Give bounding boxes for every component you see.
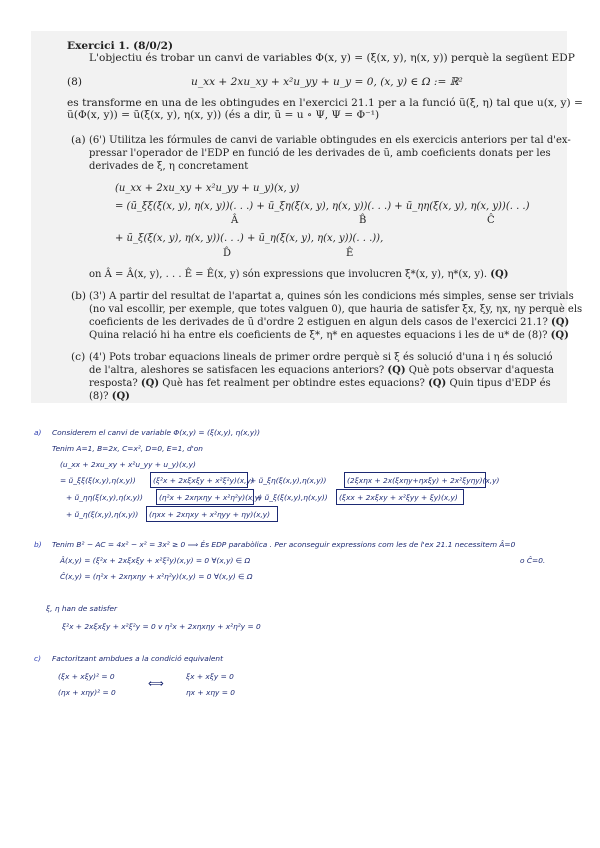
part-b-line-4 <box>89 329 569 342</box>
equivalence-arrow: ⟺ <box>148 677 164 690</box>
brace-label-c: Ĉ <box>487 215 495 226</box>
part-c-line-2 <box>89 364 554 377</box>
equation-number: (8) <box>67 76 83 88</box>
part-b-label: (b) <box>71 290 87 302</box>
answer-c-line: ξx + xξy = 0 <box>186 672 234 681</box>
answer-c-line: (ηx + xηy)² = 0 <box>58 688 116 697</box>
part-a-closing <box>89 268 508 281</box>
answer-b-label: b) <box>34 540 42 549</box>
answer-a-coef: (ξxx + 2xξxy + x²ξyy + ξy)(x,y) <box>339 493 458 502</box>
answer-c-line: Factoritzant ambdues a la condició equivalent <box>52 654 224 663</box>
brace-label-e: Ê <box>346 248 354 259</box>
transform-line-2: ũ(Φ(x, y)) = ũ(ξ(x, y), η(x, y)) (és a dir, ũ = u ∘ Ψ, Ψ = Φ⁻¹) <box>67 109 380 121</box>
part-c-line-4 <box>89 390 130 403</box>
part-c-text: de l'altra, aleshores se satisfacen les equacions anteriors? <box>89 365 385 376</box>
part-a-line: derivades de ξ, η concretament <box>89 161 249 172</box>
brace-label-b: B̂ <box>359 215 367 226</box>
answer-a-term: + ũ_ηη(ξ(x,y),η(x,y)) <box>66 493 143 502</box>
main-equation: u_xx + 2xu_xy + x²u_yy + u_y = 0, (x, y) ∈ Ω := ℝ² <box>191 76 463 88</box>
part-c-text: Què pots observar d'aquesta <box>408 365 555 376</box>
question-marker: (Q) <box>111 391 130 402</box>
answer-b-line: Ĉ(x,y) = (η²x + 2xηxηy + x²η²y)(x,y) = 0 ∀(x,y) ∈ Ω <box>60 572 253 581</box>
formula-line-1: (u_xx + 2xu_xy + x²u_yy + u_y)(x, y) <box>115 183 300 194</box>
answer-a-term: + ũ_ξ(ξ(x,y),η(x,y)) <box>256 493 328 502</box>
answer-c-label: c) <box>34 654 41 663</box>
question-marker: (Q) <box>387 365 406 376</box>
answer-a-coef: (ξ²x + 2xξxξy + x²ξ²y)(x,y) <box>153 476 254 485</box>
part-c-line-3 <box>89 377 551 390</box>
part-a-line: pressar l'operador de l'EDP en funció de les derivades de ũ, amb coeficients donats per les <box>89 148 551 159</box>
part-c-label: (c) <box>71 351 86 363</box>
answer-b-line: Â(x,y) = (ξ²x + 2xξxξy + x²ξ²y)(x,y) = 0 ∀(x,y) ∈ Ω <box>60 556 251 565</box>
formula-line-2: = (ũ_ξξ(ξ(x, y), η(x, y))(. . .) + ũ_ξη(ξ(x, y), η(x, y))(. . .) + ũ_ηη(ξ(x, y), η(x, y))(. . .) <box>115 201 530 212</box>
part-a-line: (6') Utilitza les fórmules de canvi de variable obtingudes en els exercicis anteriors per tal d'ex- <box>89 135 571 146</box>
part-c-line: (4') Pots trobar equacions lineals de primer ordre perquè si ξ és solució d'una i η és solució <box>89 352 553 363</box>
question-marker: (Q) <box>490 269 509 280</box>
answer-a-term: + ũ_η(ξ(x,y),η(x,y)) <box>66 510 139 519</box>
answer-c-line: (ξx + xξy)² = 0 <box>58 672 115 681</box>
answer-b-line: ξ²x + 2xξxξy + x²ξ²y = 0 v η²x + 2xηxηy + x²η²y = 0 <box>62 622 261 631</box>
answer-a-coef: (ηxx + 2xηxy + x²ηyy + ηy)(x,y) <box>149 510 271 519</box>
transform-line-1: es transforme en una de les obtingudes en l'exercici 21.1 per a la funció ũ(ξ, η) tal que u(x, y) = <box>67 97 583 109</box>
answer-a-line: Tenim A=1, B=2x, C=x², D=0, E=1, d'on <box>52 444 203 453</box>
part-b-line-3-text: coeficients de les derivades de ũ d'ordre 2 estiguen en algun dels casos de l'exercici 21.1? <box>89 317 548 328</box>
question-marker: (Q) <box>551 317 570 328</box>
part-b-line-4-text: Quina relació hi ha entre els coeficients de ξ*, η* en aquestes equacions i les de u* de (8)? <box>89 330 548 341</box>
answer-a-term: + ũ_ξη(ξ(x,y),η(x,y)) <box>250 476 327 485</box>
brace-label-d: D̂ <box>223 248 232 259</box>
brace-label-a: Â <box>231 215 239 226</box>
part-c-text: Quin tipus d'EDP és <box>449 378 551 389</box>
answer-b-line: o Ĉ=0. <box>520 556 546 565</box>
question-marker: (Q) <box>550 330 569 341</box>
part-a-label: (a) <box>71 134 86 146</box>
exercise-title: Exercici 1. (8/0/2) <box>67 40 173 52</box>
part-c-text: (8)? <box>89 391 109 402</box>
part-b-line: (3') A partir del resultat de l'apartat a, quines són les condicions més simples, sense ser trivials <box>89 291 574 302</box>
answer-a-coef: (2ξxηx + 2x(ξxηy+ηxξy) + 2x²ξyηy)(x,y) <box>347 476 500 485</box>
question-marker: (Q) <box>428 378 447 389</box>
formula-line-3: + ũ_ξ(ξ(x, y), η(x, y))(. . .) + ũ_η(ξ(x, y), η(x, y))(. . .)), <box>115 233 384 244</box>
exercise-statement-panel <box>31 31 583 403</box>
answer-b-line: Tenim B² − AC = 4x² − x² = 3x² ≥ 0 ⟹ És EDP parabòlica . Per aconseguir expressions com les de l'ex 21.1 necessitem Â=0 <box>52 540 516 549</box>
answer-a-coef: (η²x + 2xηxηy + x²η²y)(x,y) <box>159 493 262 502</box>
answer-a-term: = ũ_ξξ(ξ(x,y),η(x,y)) <box>60 476 136 485</box>
part-a-closing-text: on Â = Â(x, y), . . . Ê = Ê(x, y) són expressions que involucren ξ*(x, y), η*(x, y). <box>89 269 488 280</box>
part-c-text: resposta? <box>89 378 138 389</box>
part-b-line: (no val escollir, per exemple, que totes valguen 0), que hauria de satisfer ξx, ξy, ηx, ηy perquè els <box>89 304 583 315</box>
answer-a-label: a) <box>34 428 42 437</box>
part-c-text: Què has fet realment per obtindre estes equacions? <box>162 378 425 389</box>
answer-b-line: ξ, η han de satisfer <box>46 604 118 613</box>
part-b-line-3 <box>89 316 569 329</box>
answer-a-line: (u_xx + 2xu_xy + x²u_yy + u_y)(x,y) <box>60 460 196 469</box>
answer-a-line: Considerem el canvi de variable Φ(x,y) = (ξ(x,y), η(x,y)) <box>52 428 260 437</box>
answer-c-line: ηx + xηy = 0 <box>186 688 235 697</box>
exercise-intro: L'objectiu és trobar un canvi de variables Φ(x, y) = (ξ(x, y), η(x, y)) perquè la següent EDP <box>89 52 575 64</box>
question-marker: (Q) <box>140 378 160 389</box>
